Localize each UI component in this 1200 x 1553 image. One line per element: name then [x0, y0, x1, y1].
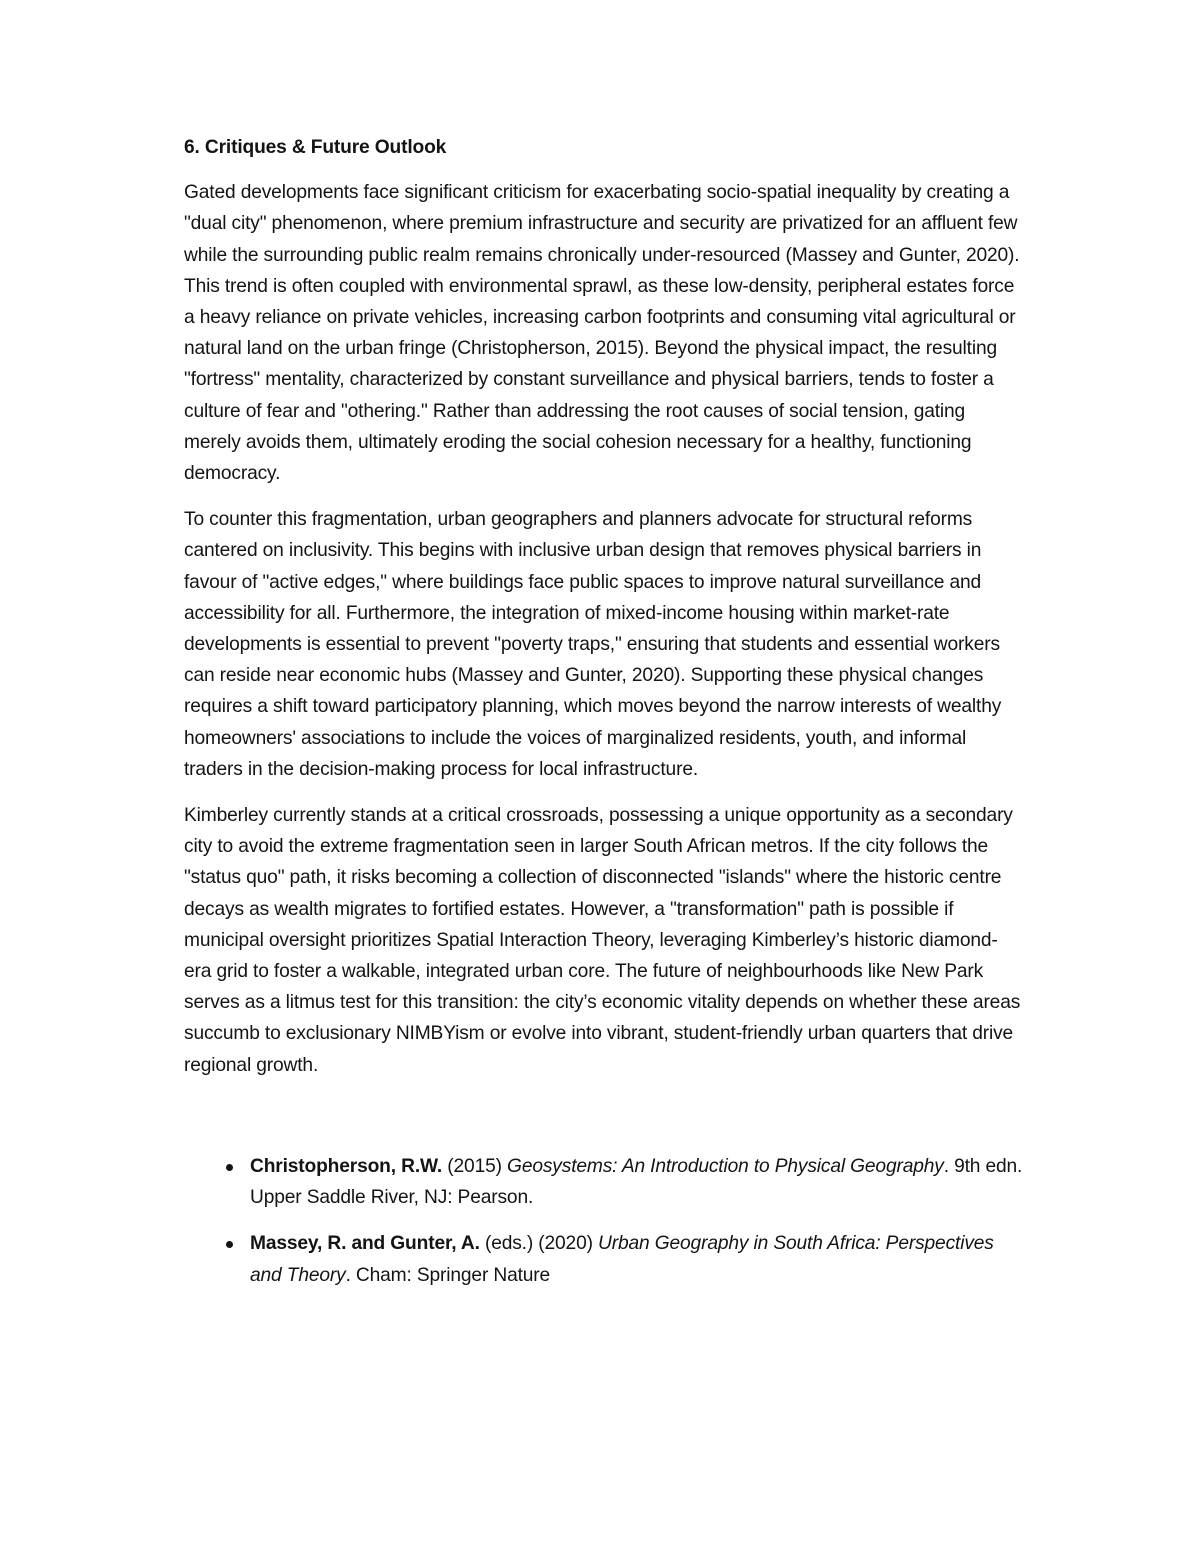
- reference-authors: Massey, R. and Gunter, A.: [250, 1233, 480, 1255]
- reference-details: . 9th edn. Upper Saddle River, NJ: Pearson.: [250, 1155, 1023, 1209]
- paragraph-kimberley: Kimberley currently stands at a critical crossroads, possessing a unique opportunity as a secondary city to avoid the extreme fragmentation seen in larger South African metros. If the city follows the "status quo" path, it risks becoming a collection of disconnected "islands" where the historic centre decays as wealth migrates to fortified estates. However, a "transformation" path is possible if municipal oversight prioritizes Spatial Interaction Theory, leveraging Kimberley’s historic diamond-era grid to foster a walkable, integrated urban core. The future of neighbourhoods like New Park serves as a litmus test for this transition: the city’s economic vitality depends on whether these areas succumb to exclusionary NIMBYism or evolve into vibrant, student-friendly urban quarters that drive regional growth.: [184, 805, 1021, 1076]
- reference-authors: Christopherson, R.W.: [250, 1155, 443, 1177]
- reference-list: [184, 1151, 1024, 1291]
- paragraph-critiques: Gated developments face significant criticism for exacerbating socio-spatial inequality by creating a "dual city" phenomenon, where premium infrastructure and security are privatized for an affluent few while the surrounding public realm remains chronically under-resourced (Massey and Gunter, 2020). This trend is often coupled with environmental sprawl, as these low-density, peripheral estates force a heavy reliance on private vehicles, increasing carbon footprints and consuming vital agricultural or natural land on the urban fringe (Christopherson, 2015). Beyond the physical impact, the resulting "fortress" mentality, characterized by constant surveillance and physical barriers, tends to foster a culture of fear and "othering." Rather than addressing the root causes of social tension, gating merely avoids them, ultimately eroding the social cohesion necessary for a healthy, functioning democracy.: [184, 182, 1020, 485]
- reference-title: Geosystems: An Introduction to Physical Geography: [507, 1155, 944, 1177]
- reference-year: (2015): [447, 1155, 502, 1177]
- bullet-icon: [226, 1164, 233, 1171]
- reference-item: [184, 1228, 1024, 1290]
- bullet-icon: [226, 1241, 233, 1248]
- reference-year: (eds.) (2020): [484, 1233, 593, 1255]
- section-heading: 6. Critiques & Future Outlook: [184, 137, 447, 158]
- document-body: [184, 132, 1024, 1306]
- paragraph-reforms: To counter this fragmentation, urban geographers and planners advocate for structural reforms cantered on inclusivity. This begins with inclusive urban design that removes physical barriers in favour of "active edges," where buildings face public spaces to improve natural surveillance and accessibility for all. Furthermore, the integration of mixed-income housing within market-rate developments is essential to prevent "poverty traps," ensuring that students and essential workers can reside near economic hubs (Massey and Gunter, 2020). Supporting these physical changes requires a shift toward participatory planning, which moves beyond the narrow interests of wealthy homeowners' associations to include the voices of marginalized residents, youth, and informal traders in the decision-making process for local infrastructure.: [184, 509, 1002, 780]
- reference-item: [184, 1151, 1024, 1213]
- reference-title: Urban Geography in South Africa: Perspectives and Theory: [250, 1233, 994, 1286]
- reference-details: . Cham: Springer Nature: [345, 1264, 551, 1286]
